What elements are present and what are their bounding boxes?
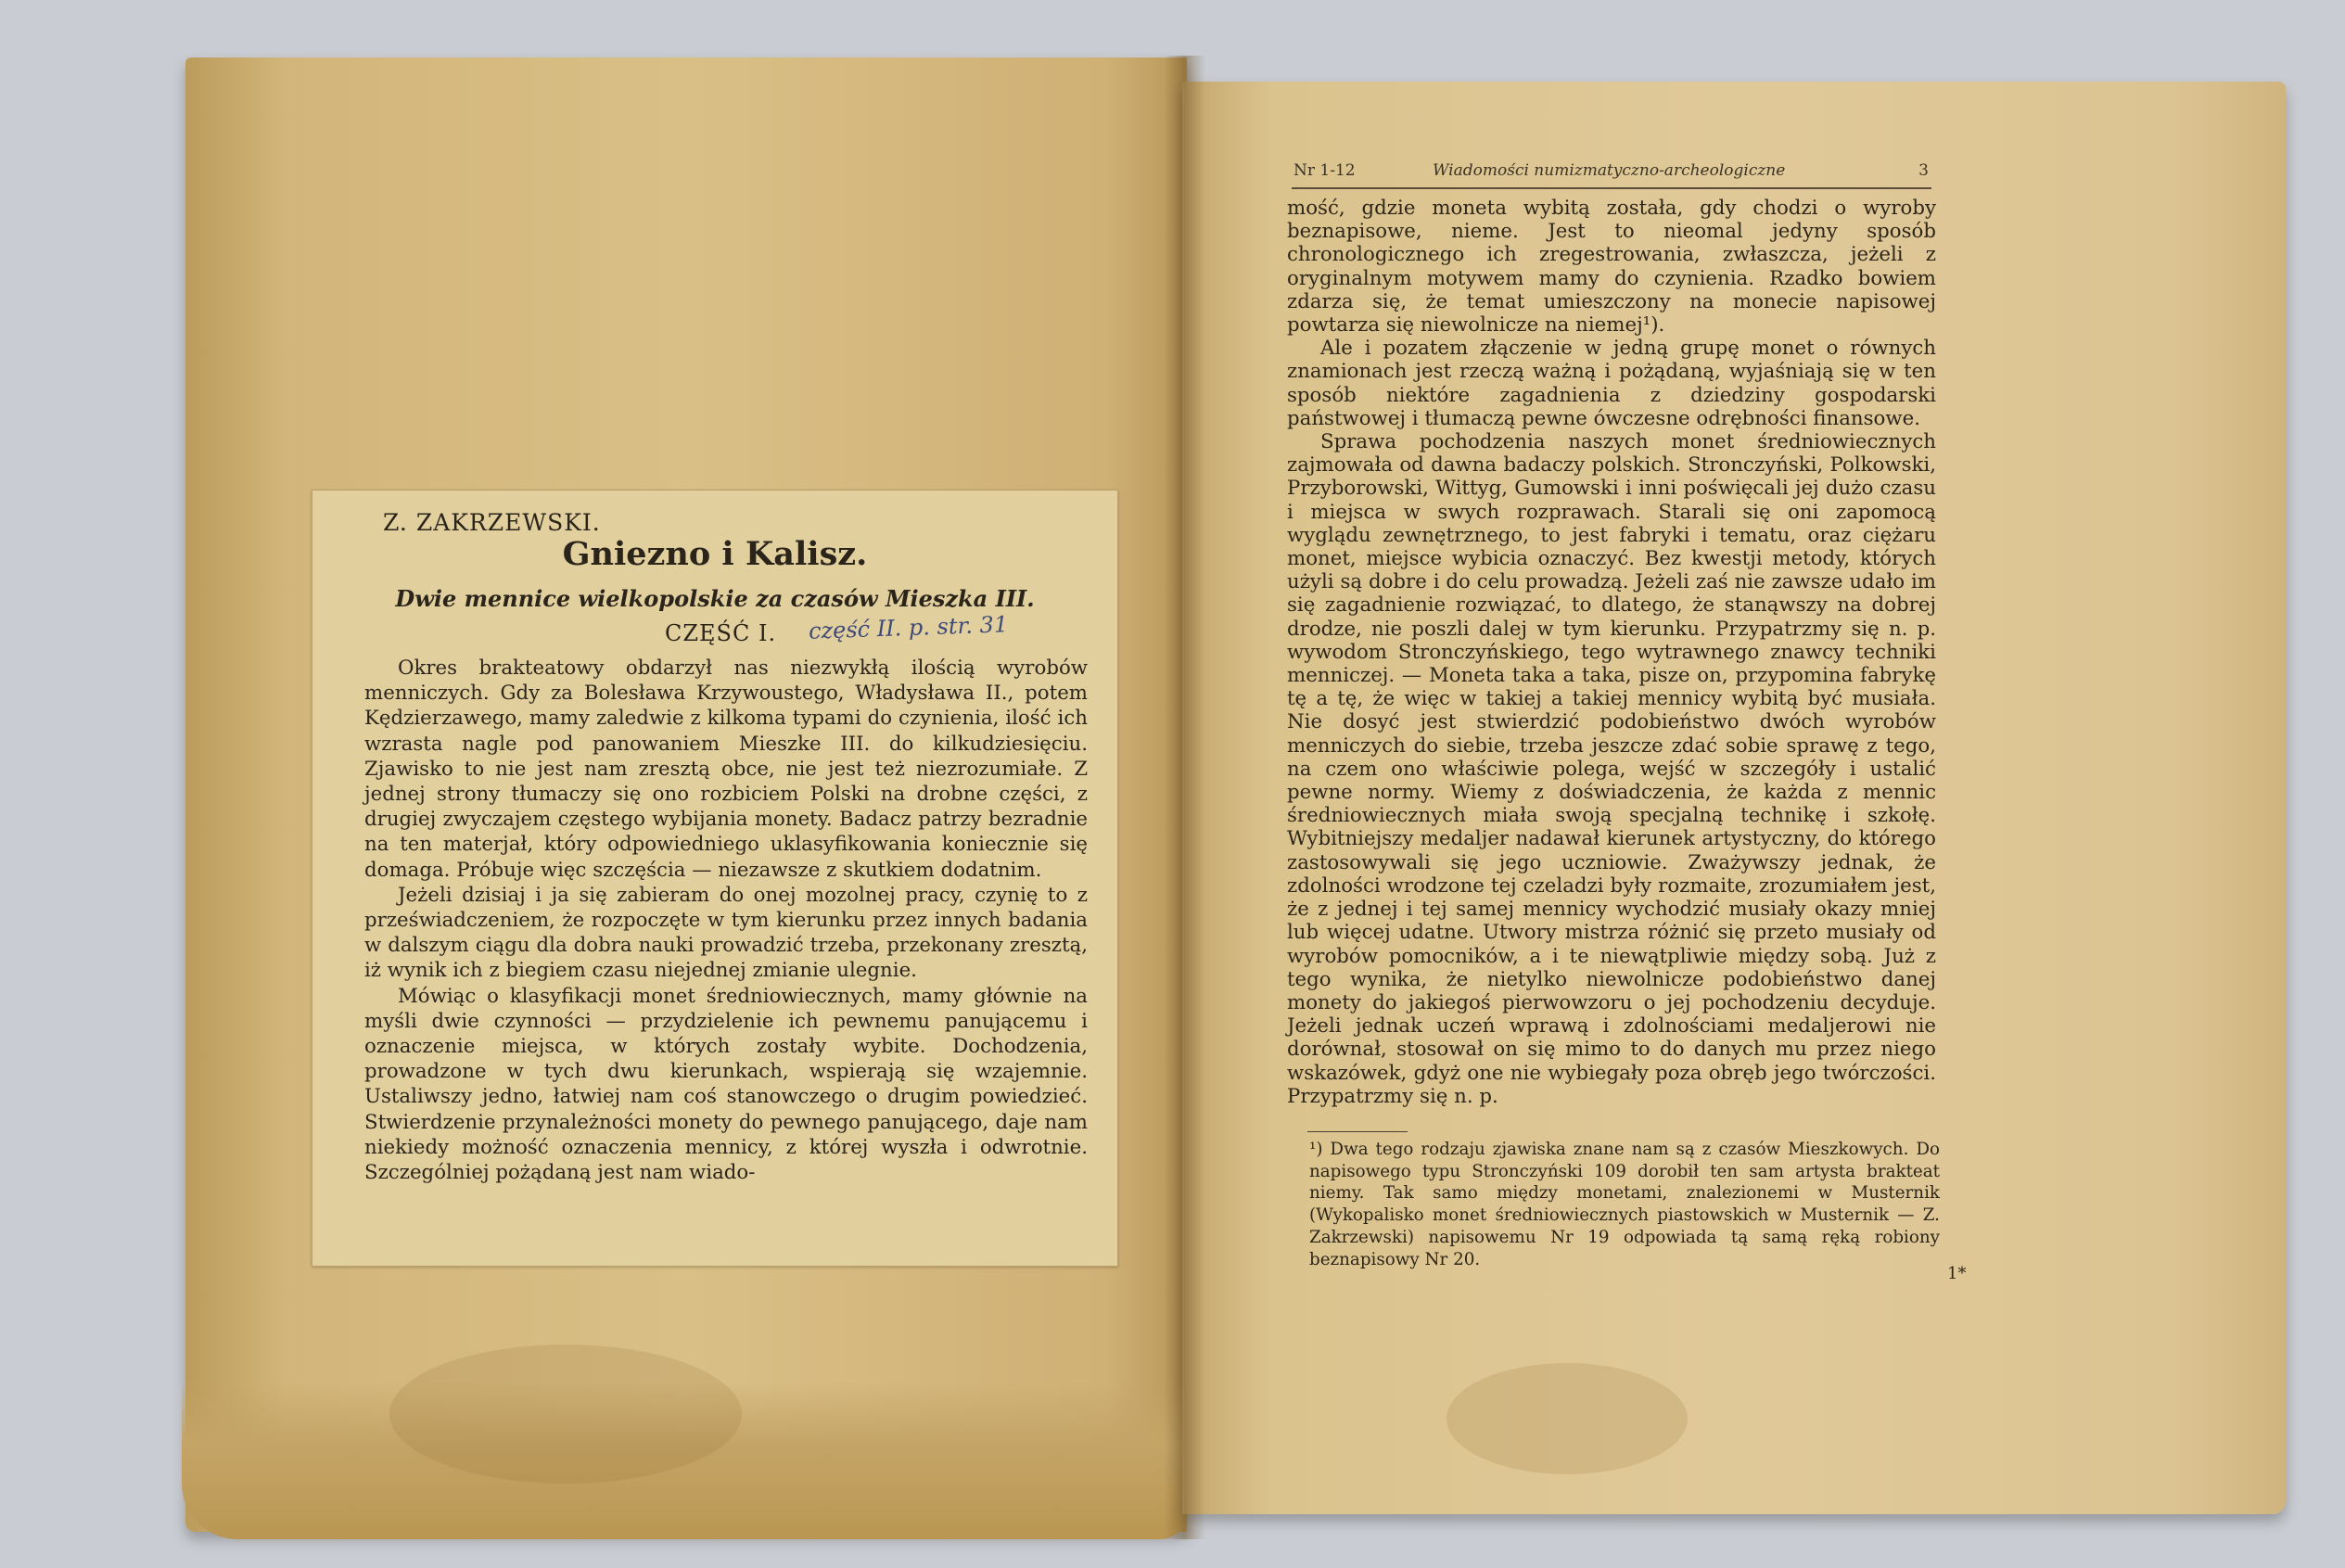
label-paragraph: Mówiąc o klasyfikacji monet średniowiecznych, mamy głównie na myśli dwie czynności — przydzielenie ich pewnemu panującemu i oznaczenie miejsca, w których zostały wybite. Dochodzenia, prowadzone w tych dwu kierunkach, wspierają się wzajemnie. Ustaliwszy jedno, łatwiej nam coś stanowczego o drugim powiedzieć. Stwierdzenie przynależności monety do pewnego panującego, daje nam niekiedy możność oznaczenia mennicy, z której wyszła i odwrotnie. Szczególniej pożądaną jest nam wiado- (364, 984, 1088, 1185)
article-subtitle: Dwie mennice wielkopolskie za czasów Mieszka III. (395, 585, 1035, 612)
part-heading: CZĘŚĆ I. (665, 620, 777, 646)
journal-title: Wiadomości numizmatyczno-archeologiczne (1433, 161, 1786, 180)
right-paragraph: mość, gdzie moneta wybitą została, gdy chodzi o wyroby beznapisowe, nieme. Jest to nieomal jedyny sposób chronologicznego ich zregestrowania, zwłaszcza, jeżeli z oryginalnym motywem mamy do czynienia. Rzadko bowiem zdarza się, że temat umieszczony na monecie napisowej powtarza się niewolnicze na niemej¹). (1287, 197, 1936, 338)
pasted-title-label (312, 490, 1118, 1267)
right-paragraph: Sprawa pochodzenia naszych monet średniowiecznych zajmowała od dawna badaczy polskich. Stronczyński, Polkowski, Przyborowski, Wittyg, Gumowski i inni poświęcali jej dużo czasu i miejsca w swych rozprawach. Starali się oni zapomocą wyglądu zewnętrznego, to jest fabryki i tematu, oraz ciężaru monet, miejsce wybicia oznaczyć. Bez kwestji metody, których użyli są dobre i do celu prowadzą. Jeżeli zaś nie zawsze udało im się zagadnienie rozwiązać, to dlatego, że stanąwszy na dobrej drodze, nie poszli dalej w tym kierunku. Przypatrzmy się n. p. wywodom Stronczyńskiego, tego wytrawnego znawcy techniki menniczej. — Moneta taka a taka, pisze on, przypomina fabrykę tę a tę, że więc w takiej a takiej mennicy wybitą być musiała. Nie dosyć jest stwierdzić podobieństwo dwóch wyrobów menniczych do siebie, trzeba jeszcze zdać sobie sprawę z tego, na czem ono właściwie polega, wejść w szczegóły i ustalić pewne normy. Wiemy z doświadczenia, że każda z mennic średniowiecznych miała swoją specjalną technikę i szkołę. Wybitniejszy medaljer nadawał kierunek artystyczny, do którego zastosowywali się jego uczniowie. Zważywszy jednak, że zdolności wrodzone tej czeladzi były rozmaite, zrozumiałem jest, że z jednej i tej samej mennicy wychodzić musiały okazy mniej lub więcej udatne. Utwory mistrza różnić się przeto musiały od wyrobów pomocników, a i te niewątpliwie między sobą. Już z tego wynika, że nietylko niewolnicze podobieństwo danej monety do jakiegoś pierwowzoru o jej pochodzeniu decyduje. Jeżeli jednak uczeń wprawą i zdolnościami medaljerowi nie dorównał, stosował on się mimo to do danych mu przez niego wskazówek, gdyż one nie wybiegały poza obręb jego twórczości. Przypatrzmy się n. p. (1287, 430, 1936, 1108)
header-rule (1292, 187, 1931, 189)
signature-mark: 1* (1947, 1264, 1967, 1283)
water-stain (1447, 1363, 1688, 1474)
running-head (1294, 161, 1929, 184)
label-body-text (364, 656, 1088, 1185)
page-number: 3 (1918, 161, 1929, 180)
handwritten-note: część II. p. str. 31 (808, 611, 1009, 644)
footnote-rule (1307, 1131, 1408, 1132)
right-page-body (1287, 197, 1936, 1108)
right-paragraph: Ale i pozatem złączenie w jedną grupę monet o równych znamionach jest rzeczą ważną i pożądaną, wyjaśniają się w ten sposób niektóre zagadnienia z dziedziny gospodarski państwowej i tłumaczą pewne ówczesne odrębności finansowe. (1287, 337, 1936, 430)
water-stain (389, 1345, 742, 1484)
author-name: Z. ZAKRZEWSKI. (383, 509, 601, 536)
footnote: ¹) Dwa tego rodzaju zjawiska znane nam są z czasów Mieszkowych. Do napisowego typu Stronczyński 109 dorobił ten sam artysta brakteat niemy. Tak samo między monetami, znalezionemi w Musternik (Wykopalisko monet średniowiecznych piastowskich w Musternik — Z. Zakrzewski) napisowemu Nr 19 odpowiada tą samą ręką robiony beznapisowy Nr 20. (1309, 1140, 1940, 1269)
article-title: Gniezno i Kalisz. (562, 535, 868, 573)
label-paragraph: Jeżeli dzisiaj i ja się zabieram do onej mozolnej pracy, czynię to z przeświadczeniem, że rozpoczęte w tym kierunku przez innych badania w dalszym ciągu dla dobra nauki prowadzić trzeba, przekonany zresztą, iż wynik ich z biegiem czasu niejednej zmianie ulegnie. (364, 883, 1088, 983)
book-gutter (1164, 56, 1205, 1539)
issue-number: Nr 1-12 (1294, 161, 1356, 180)
label-paragraph: Okres brakteatowy obdarzył nas niezwykłą ilością wyrobów menniczych. Gdy za Bolesława Krzywoustego, Władysława II., potem Kędzierzawego, mamy zaledwie z kilkoma typami do czynienia, ilość ich wzrasta nagle pod panowaniem Mieszke III. do kilkudziesięciu. Zjawisko to nie jest nam zresztą obce, nie jest też niezrozumiałe. Z jednej strony tłumaczy się ono rozbiciem Polski na drobne części, z drugiej zwyczajem częstego wybijania monety. Badacz patrzy bezradnie na ten materjał, który odpowiedniego uklasyfikowania koniecznie się domaga. Próbuje więc szczęścia — niezawsze z skutkiem dodatnim. (364, 657, 1088, 882)
